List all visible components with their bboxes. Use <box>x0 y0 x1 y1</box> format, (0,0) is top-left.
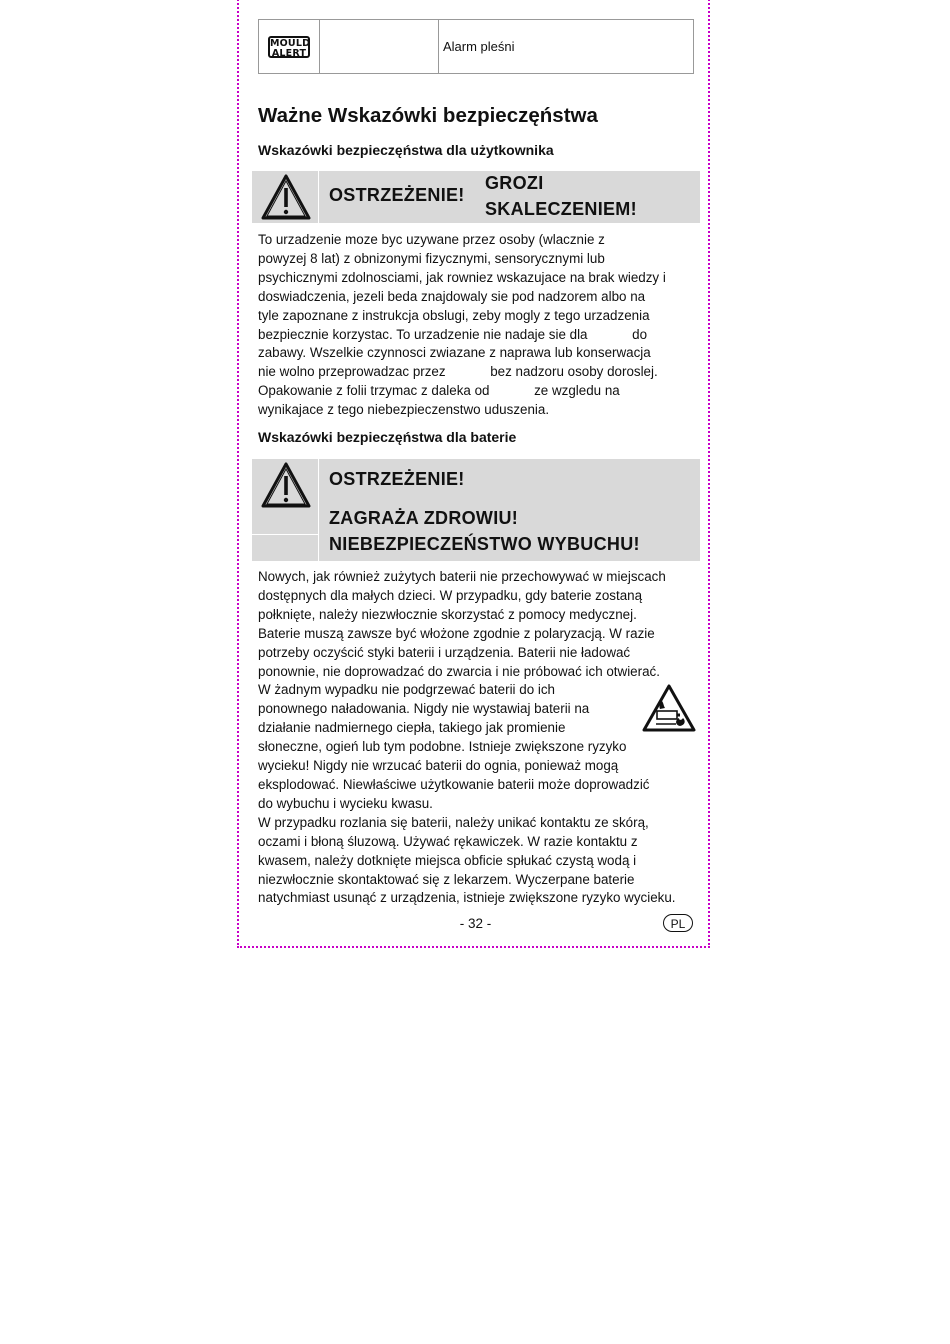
warning-triangle-icon <box>260 461 312 509</box>
battery-fire-warning-icon <box>642 684 696 732</box>
hazard-line: NIEBEZPIECZEŃSTWO WYBUCHU! <box>329 534 640 554</box>
symbol-table <box>258 19 694 74</box>
user-safety-text: To urzadzenie moze byc uzywane przez osoby (wlacznie z powyzej 8 lat) z obnizonymi fizycznymi, sensorycznymi lub psychicznymi zdolnosciami, jak rowniez wskazujace na brak wiedzy i doswiadczenia, jezeli beda znajdowaly sie pod nadzorem albo na tyle zapoznane z instrukcja obslugi, zeby mogly z tego urzadzenia bezpiecznie korzystac. To urzadzenie nie nadaje sie dla do zabawy. Wszelkie czynnosci zwiazane z naprawa lub konserwacja nie wolno przeprowadzac przez bez nadzoru osoby doroslej. Opakowanie z folii trzymac z daleka od ze wzgledu na wynikajace z tego niebezpieczenstwo uduszenia. <box>258 232 666 418</box>
user-safety-title: Wskazówki bezpieczęństwa dla użytkownika <box>258 142 554 158</box>
manual-page <box>237 0 710 948</box>
battery-safety-title: Wskazówki bezpieczęństwa dla baterie <box>258 429 517 445</box>
warning-icon-cell <box>252 459 319 535</box>
warning-box-battery <box>252 459 700 561</box>
warning-word: OSTRZEŻENIE! <box>329 185 465 205</box>
warning-empty-cell <box>252 535 319 561</box>
symbol-cell <box>259 20 320 73</box>
battery-safety-text: Nowych, jak również zużytych baterii nie przechowywać w miejscach dostępnych dla małych dzieci. W przypadku, gdy baterie zostaną połknięte, należy niezwłocznie skorzystać z pomocy medycznej. Baterie muszą zawsze być włożone zgodnie z polaryzacją. W razie potrzeby oczyścić styki baterii i urządzenia. Baterii nie ładować ponownie, nie doprowadzać do zwarcia i nie próbować ich otwierać. W żadnym wypadku nie podgrzewać baterii do ich ponownego naładowania. Nigdy nie wystawiaj baterii na działanie nadmiernego ciepła, takiego jak promienie słoneczne, ogień lub tym podobne. Istnieje zwiększone ryzyko wycieku! Nigdy nie wrzucać baterii do ognia, ponieważ mogą eksplodować. Niewłaściwe użytkowanie baterii może doprowadzić do wybuchu i wycieku kwasu. W przypadku rozlania się baterii, należy unikać kontaktu ze skórą, oczami i błoną śluzową. Używać rękawiczek. W razie kontaktu z kwasem, należy dotknięte miejsca obficie spłukać czystą wodą i niezwłocznie skontaktować się z lekarzem. Wyczerpane baterie natychmiast usunąć z urządzenia, istnieje zwiększone ryzyko wycieku. <box>258 569 676 906</box>
mould-alert-icon: MOULD ALERT <box>270 37 311 59</box>
hazard-line: SKALECZENIEM! <box>485 199 637 219</box>
warning-box-user <box>252 171 700 223</box>
hazard-line: GROZI <box>485 173 544 193</box>
warning-icon-cell <box>252 171 319 223</box>
language-badge: PL <box>663 914 693 932</box>
warning-word: OSTRZEŻENIE! <box>329 469 465 489</box>
safety-heading: Ważne Wskazówki bezpieczęństwa <box>258 104 598 127</box>
warning-triangle-icon <box>260 173 312 221</box>
page-number: - 32 - <box>459 916 492 931</box>
hazard-line: ZAGRAŻA ZDROWIU! <box>329 508 519 528</box>
symbol-description: Alarm pleśni <box>443 39 515 54</box>
empty-cell <box>320 20 439 73</box>
